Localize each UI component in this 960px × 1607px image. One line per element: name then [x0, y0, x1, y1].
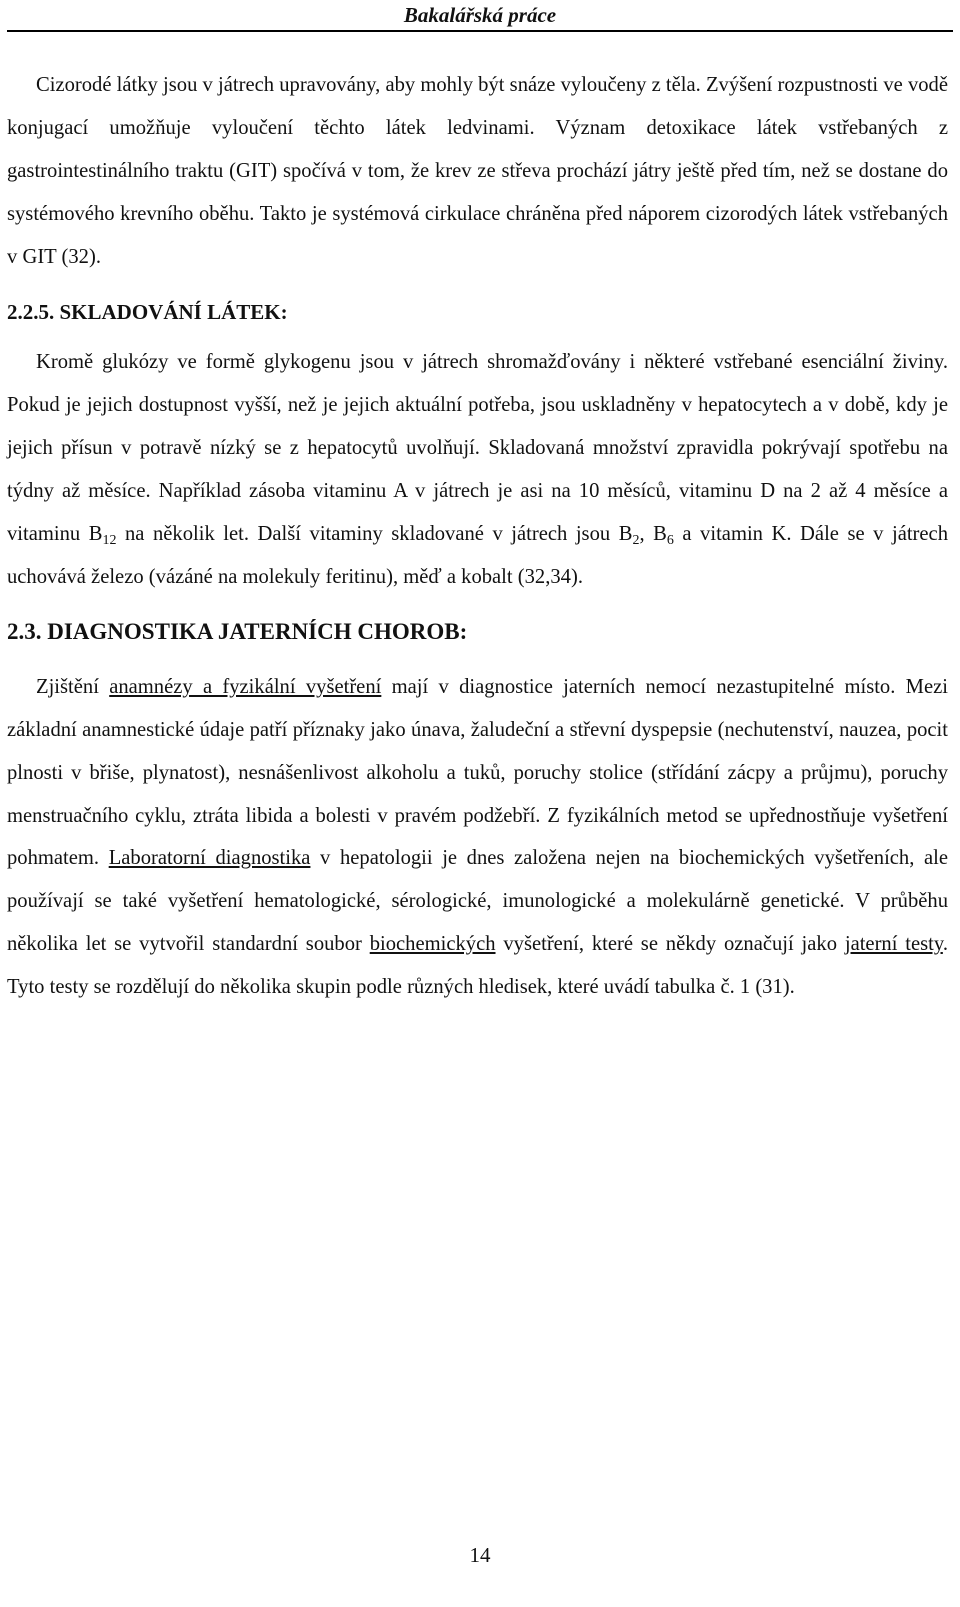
paragraph-detoxikace: Cizorodé látky jsou v játrech upravovány, aby mohly být snáze vyloučeny z těla. Zvýšení rozpustnosti ve vodě konjugací umožňuje vyloučení těchto látek ledvinami. Význam detoxikace látek vstřebaných z gastrointestinálního traktu (GIT) spočívá v tom, že krev ze střeva prochází játry ještě před tím, než se dostane do systémového krevního oběhu. Takto je systémová cirkulace chráněna před náporem cizorodých látek vstřebaných v GIT (32). [7, 74, 948, 268]
page-header [7, 0, 953, 32]
section-heading-skladovani: 2.2.5. SKLADOVÁNÍ LÁTEK: [7, 299, 288, 324]
text-span: vyšetření, které se někdy označují jako [495, 933, 845, 956]
section-heading-diagnostika: 2.3. DIAGNOSTIKA JATERNÍCH CHOROB: [7, 618, 468, 644]
text-span: Zjištění [36, 675, 110, 698]
text-span: na několik let. Další vitaminy skladované v játrech jsou B [116, 523, 633, 546]
page-number: 14 [469, 1543, 491, 1567]
text-span: a vitamin K. Dále se v játrech uchovává železo (vázáné na molekuly feritinu), měď a kobalt (32,34). [7, 523, 948, 588]
paragraph-skladovani [7, 341, 948, 598]
underlined-term: biochemických [369, 933, 496, 956]
text-span: v hepatologii je dnes založena nejen na biochemických vyšetřeních, ale používají se také vyšetření hematologické, sérologické, imunologické a molekulárně genetické. V průběhu několika let se vytvořil standardní soubor [7, 847, 948, 956]
subscript: 12 [102, 533, 117, 549]
underlined-term: Laboratorní diagnostika [108, 847, 311, 870]
text-span: mají v diagnostice jaterních nemocí nezastupitelné místo. Mezi základní anamnestické údaje patří příznaky jako únava, žaludeční a střevní dyspepsie (nechutenství, nauzea, pocit plnosti v břiše, plynatost), nesnášenlivost alkoholu a tuků, poruchy stolice (střídání zácpy a průjmu), poruchy menstruačního cyklu, ztráta libida a bolesti v pravém podžebří. Z fyzikálních metod se upřednostňuje vyšetření pohmatem. [7, 675, 948, 870]
document-body [7, 64, 948, 1009]
subscript: 6 [666, 533, 674, 549]
header-title: Bakalářská práce [403, 3, 557, 27]
underlined-term: jaterní testy [844, 933, 943, 956]
text-span: , B [639, 523, 667, 546]
underlined-term: anamnézy a fyzikální vyšetření [109, 675, 382, 698]
text-span: Kromě glukózy ve formě glykogenu jsou v játrech shromažďovány i některé vstřebané esenciální živiny. Pokud je jejich dostupnost vyšší, než je jejich aktuální potřeba, jsou uskladněny v hepatocytech a v době, kdy je jejich přísun v potravě nízký se z hepatocytů uvolňují. Skladovaná množství zpravidla pokrývají spotřebu na týdny až měsíce. Například zásoba vitaminu A v játrech je asi na 10 měsíců, vitaminu D na 2 až 4 měsíce a vitaminu B [7, 351, 948, 546]
paragraph-diagnostika [7, 666, 948, 1009]
text-span: . Tyto testy se rozdělují do několika skupin podle různých hledisek, které uvádí tabulka č. 1 (31). [7, 933, 948, 999]
subscript: 2 [632, 533, 640, 549]
